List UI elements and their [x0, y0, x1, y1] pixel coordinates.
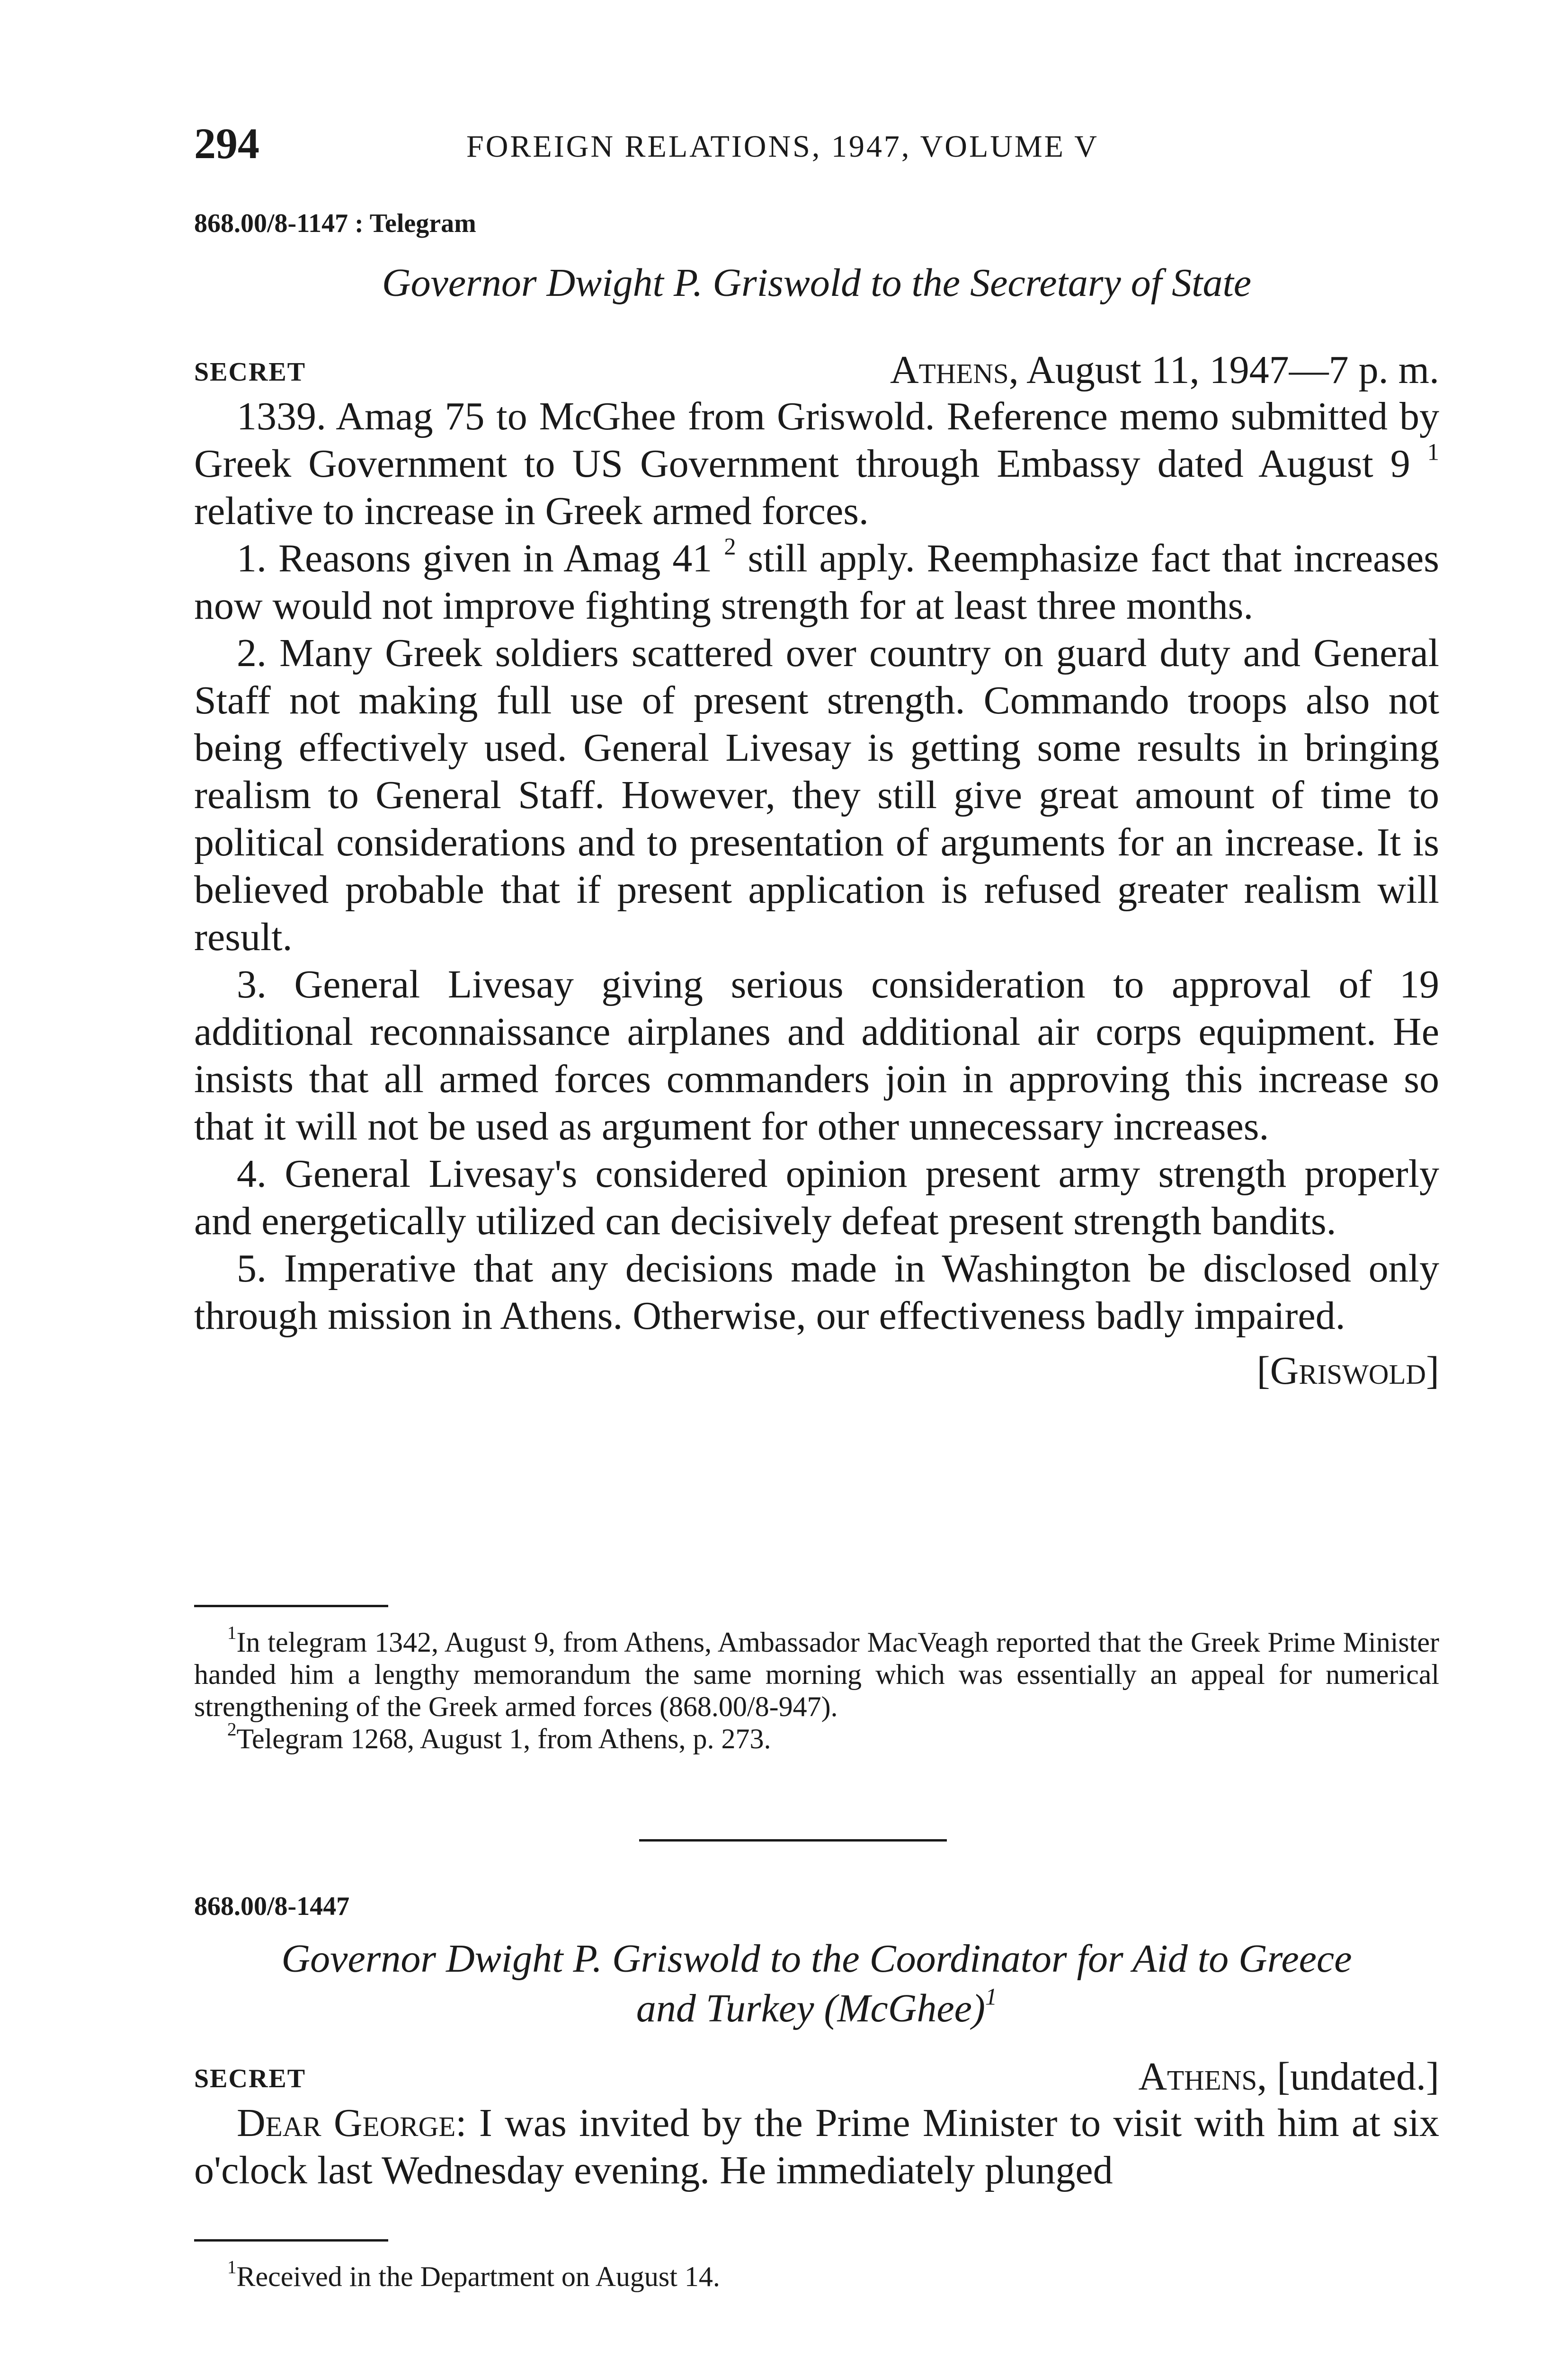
- doc1-classification: SECRET: [194, 357, 306, 387]
- doc2-footnotes: [194, 2257, 1439, 2293]
- doc2-body: [194, 2047, 1439, 2194]
- page-number: 294: [194, 119, 259, 168]
- doc2-dateline-row: [194, 2047, 1439, 2100]
- doc1-body: [194, 341, 1439, 1395]
- doc1-footnote-2: [194, 1719, 1439, 1755]
- doc2-heading-line-2: [194, 1984, 1439, 2033]
- footnote-ref-2: 2: [724, 533, 736, 560]
- doc1-paragraph-4: 4. General Livesay's considered opinion present army strength properly and energetically utilized can decisively defeat present strength bandits.: [194, 1152, 1439, 1243]
- doc2-classification: SECRET: [194, 2064, 306, 2093]
- doc1-date: , August 11, 1947—7 p. m.: [1008, 348, 1439, 392]
- footnote-2-text: Telegram 1268, August 1, from Athens, p. 273.: [236, 1723, 771, 1754]
- doc1-p1-text-b: still apply. Reemphasize fact that increases now would not improve fighting strength for at least three months.: [194, 536, 1439, 628]
- document-separator: [639, 1839, 947, 1842]
- page-header: [194, 118, 1439, 175]
- doc1-paragraph-1: [194, 535, 1439, 630]
- doc2-dateline: [1138, 2054, 1439, 2100]
- doc1-paragraph-intro: [194, 393, 1439, 535]
- doc1-dateline: [890, 347, 1439, 393]
- doc2-heading-line-1: Governor Dwight P. Griswold to the Coordinator for Aid to Greece: [281, 1937, 1352, 1981]
- doc2-heading-line-2-text: and Turkey (McGhee): [636, 1986, 985, 2030]
- doc2-salutation: Dear George: [237, 2101, 456, 2145]
- doc1-paragraph-5: 5. Imperative that any decisions made in Washington be disclosed only through mission in Athens. Otherwise, our effectiveness badly impaired.: [194, 1246, 1439, 1338]
- doc2-footnote-rule: [194, 2239, 388, 2242]
- footnote-ref-1: 1: [1427, 438, 1439, 465]
- doc2-heading-block: [194, 1934, 1439, 2033]
- doc2-body-text: : I was invited by the Prime Minister to visit with him at six o'clock last Wednesday evening. He immediately plunged: [194, 2101, 1439, 2192]
- doc2-footnote-1-text: Received in the Department on August 14.: [236, 2261, 720, 2292]
- doc1-paragraph-3: 3. General Livesay giving serious consideration to approval of 19 additional reconnaissance airplanes and additional air corps equipment. He insists that all armed forces commanders join in approving this increase so that it will not be used as argument for other unnecessary increases.: [194, 962, 1439, 1148]
- doc1-intro-text-a: 1339. Amag 75 to McGhee from Griswold. Reference memo submitted by Greek Government to US Government through Embassy dated August 9: [194, 394, 1439, 486]
- doc1-signature: [194, 1347, 1439, 1395]
- doc2-footnote-1: [194, 2257, 1439, 2293]
- doc2-letter-opening: [194, 2100, 1439, 2194]
- doc1-intro-text-b: relative to increase in Greek armed forces.: [194, 489, 869, 533]
- doc1-file-ref: 868.00/8-1147 : Telegram: [194, 209, 476, 238]
- doc2-heading-footnote-ref: 1: [985, 1983, 998, 2010]
- doc2-date: , [undated.]: [1257, 2055, 1439, 2099]
- doc2-footnote-1-number: 1: [227, 2257, 237, 2278]
- doc2-file-ref-block: [194, 1891, 1439, 1922]
- running-title: FOREIGN RELATIONS, 1947, VOLUME V: [466, 129, 1099, 164]
- doc1-heading: Governor Dwight P. Griswold to the Secretary of State: [382, 261, 1252, 305]
- doc1-place: Athens: [890, 348, 1009, 392]
- doc1-footnotes: [194, 1622, 1439, 1755]
- doc1-footnote-rule: [194, 1605, 388, 1607]
- footnote-1-text: In telegram 1342, August 9, from Athens, Ambassador MacVeagh reported that the Greek Prime Minister handed him a lengthy memorandum the same morning which was essentially an appeal for numerical strengthening of the Greek armed forces (868.00/8-947).: [194, 1627, 1439, 1722]
- footnote-2-number: 2: [227, 1719, 237, 1740]
- doc1-heading-block: [194, 258, 1439, 308]
- doc1-signature-text: [Griswold]: [1256, 1349, 1439, 1393]
- doc1-paragraph-2: 2. Many Greek soldiers scattered over country on guard duty and General Staff not making full use of present strength. Commando troops also not being effectively used. General Livesay is getting some results in bringing realism to General Staff. However, they still give great amount of time to political considerations and to presentation of arguments for an increase. It is believed probable that if present application is refused greater realism will result.: [194, 631, 1439, 959]
- footnote-1-number: 1: [227, 1622, 237, 1643]
- doc1-dateline-row: [194, 341, 1439, 393]
- doc1-p1-text-a: 1. Reasons given in Amag 41: [237, 536, 713, 580]
- doc2-file-ref: 868.00/8-1447: [194, 1892, 350, 1921]
- doc2-place: Athens: [1138, 2055, 1257, 2099]
- doc1-footnote-1: [194, 1622, 1439, 1723]
- doc1-file-ref-block: [194, 208, 1439, 239]
